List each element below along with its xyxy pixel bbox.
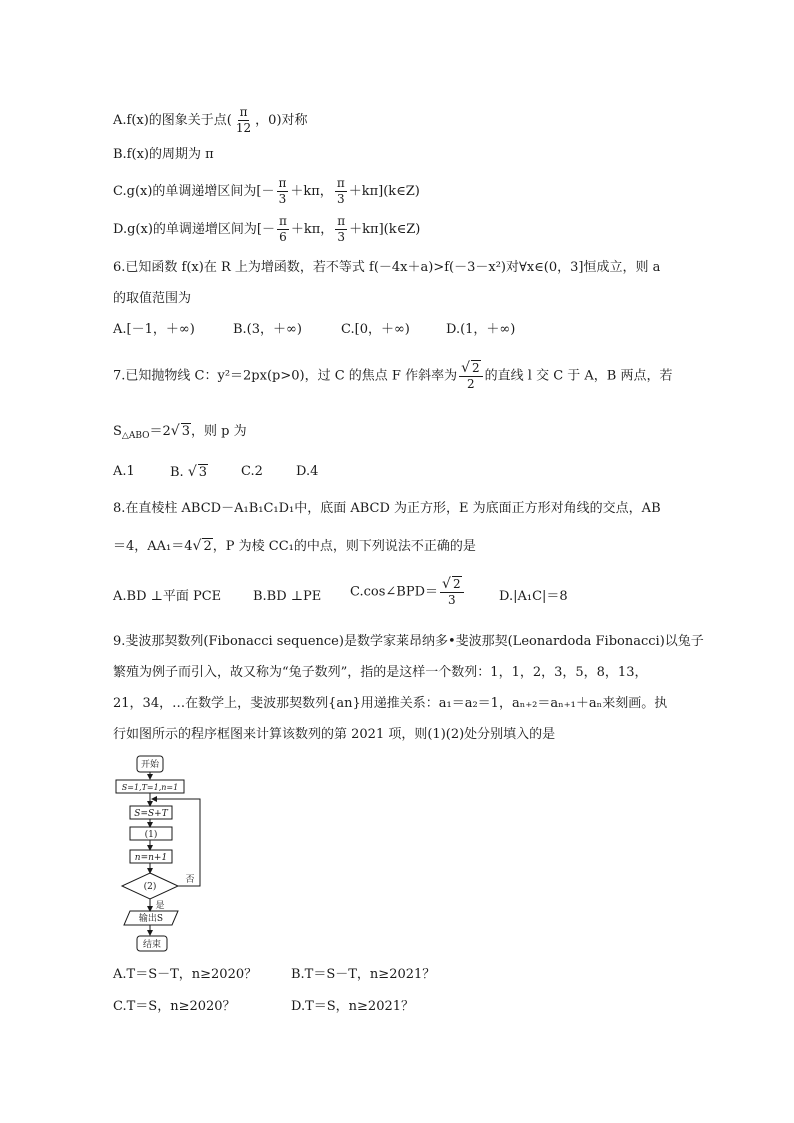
q7-option-d: D.4 bbox=[296, 464, 319, 479]
q9-option-c: C.T＝S，n≥2020？ bbox=[113, 999, 236, 1014]
q7-text-tail: 的直线 l 交 C 于 A，B 两点，若 bbox=[484, 368, 673, 384]
q6-stem-line2: 的取值范围为 bbox=[113, 291, 192, 306]
q7-eq: ＝2 bbox=[149, 424, 171, 439]
denominator: 3 bbox=[278, 192, 287, 206]
q5-option-b: B.f(x)的周期为 π bbox=[113, 147, 214, 162]
q8-text: ＝4，AA₁＝4 bbox=[113, 539, 193, 554]
q9-stem-line4: 行如图所示的程序框图来计算该数列的第 2021 项，则(1)(2)处分别填入的是 bbox=[113, 727, 556, 742]
area-subscript: △ABO bbox=[121, 431, 150, 441]
q6-option-a: A.[－1，＋∞) bbox=[113, 322, 195, 337]
q5-d-text: D.g(x)的单调递增区间为[－ bbox=[113, 222, 275, 237]
fraction bbox=[335, 176, 347, 207]
flow-start-label: 开始 bbox=[140, 760, 160, 770]
fraction bbox=[277, 176, 289, 207]
numerator: √ 2 bbox=[459, 360, 483, 377]
radicand: 3 bbox=[198, 465, 208, 480]
numerator: π bbox=[278, 214, 287, 228]
flow-yes-label: 是 bbox=[155, 901, 165, 911]
q7-option-a: A.1 bbox=[113, 464, 135, 479]
fraction bbox=[277, 214, 289, 245]
q7-option-b: B. √ 3 bbox=[170, 464, 208, 480]
q9-stem-line2: 繁殖为例子而引入，故又称为“兔子数列”，指的是这样一个数列：1，1，2，3，5，8，13， bbox=[113, 665, 648, 680]
denominator: 3 bbox=[447, 593, 456, 607]
q6-option-b: B.(3，＋∞) bbox=[233, 322, 302, 337]
flow-condition-label: (2) bbox=[143, 882, 157, 892]
q7-b-label: B. bbox=[170, 465, 184, 480]
q8-option-d: D.|A₁C|＝8 bbox=[499, 589, 568, 604]
denominator: 2 bbox=[467, 377, 475, 391]
radicand: 3 bbox=[181, 424, 190, 439]
q9-stem-line1: 9.斐波那契数列(Fibonacci sequence)是数学家莱昂纳多•斐波那契(Leonardoda Fibonacci)以兔子 bbox=[113, 634, 704, 649]
q5-c-text: C.g(x)的单调递增区间为[－ bbox=[113, 184, 275, 199]
fraction bbox=[459, 360, 483, 392]
q8-stem-line1: 8.在直棱柱 ABCD－A₁B₁C₁D₁中，底面 ABCD 为正方形，E 为底面正方形对角线的交点，AB bbox=[113, 501, 661, 516]
q5-c-mid: ＋kπ， bbox=[290, 184, 333, 199]
q9-stem-line3: 21，34，…在数学上，斐波那契数列{an}用递推关系：a₁＝a₂＝1，aₙ₊₂＝aₙ₊₁＋aₙ来刻画。执 bbox=[113, 696, 668, 711]
fraction bbox=[234, 105, 253, 136]
numerator: π bbox=[337, 214, 346, 228]
q7-stem-line1 bbox=[113, 360, 673, 392]
q7-tail: ，则 p 为 bbox=[190, 424, 247, 439]
q5-c-tail: ＋kπ](k∈Z) bbox=[348, 184, 420, 199]
flow-no-label: 否 bbox=[185, 875, 195, 885]
flow-end-label: 结束 bbox=[142, 940, 162, 950]
q7-text: 7.已知抛物线 C：y²＝2px(p>0)，过 C 的焦点 F 作斜率为 bbox=[113, 368, 458, 384]
flow-init-label: S=1,T=1,n=1 bbox=[121, 783, 179, 792]
radicand: 2 bbox=[203, 539, 212, 554]
q5-a-text: A.f(x)的图象关于点( bbox=[113, 113, 232, 128]
q8-option-a: A.BD ⊥平面 PCE bbox=[113, 589, 222, 604]
q9-option-b: B.T＝S－T，n≥2021？ bbox=[291, 967, 436, 982]
q8-stem-line2: ＝4，AA₁＝4√ 2，P 为棱 CC₁的中点，则下列说法不正确的是 bbox=[113, 538, 476, 554]
fibonacci-flowchart bbox=[100, 748, 220, 958]
q8-option-c bbox=[350, 576, 466, 608]
q5-option-c bbox=[113, 176, 420, 207]
q5-d-tail: ＋kπ](k∈Z) bbox=[349, 222, 421, 237]
q7-stem-line2: $S_{\triangle ABO}=2√$ 3，则 p 为 bbox=[113, 423, 247, 441]
numerator: √ 2 bbox=[440, 576, 464, 593]
q5-a-tail: ，0)对称 bbox=[255, 113, 308, 128]
fraction bbox=[440, 576, 464, 608]
flow-step2-label: (1) bbox=[144, 830, 158, 840]
denominator: 3 bbox=[336, 192, 345, 206]
q8-c-text: C.cos∠BPD＝ bbox=[350, 584, 439, 600]
radicand: 2 bbox=[472, 361, 480, 375]
radicand: 2 bbox=[452, 577, 461, 591]
q9-option-d: D.T＝S，n≥2021？ bbox=[291, 999, 415, 1014]
area-symbol: S bbox=[113, 424, 122, 439]
q5-option-a bbox=[113, 105, 308, 136]
flow-output-label: 输出S bbox=[138, 914, 164, 924]
flow-step3-label: n=n+1 bbox=[134, 853, 168, 863]
q8-text-tail: ，P 为棱 CC₁的中点，则下列说法不正确的是 bbox=[212, 539, 476, 554]
fraction bbox=[335, 214, 347, 245]
q7-option-c: C.2 bbox=[241, 464, 263, 479]
flow-step1-label: S=S+T bbox=[134, 809, 168, 819]
numerator: π bbox=[336, 176, 345, 190]
q6-option-d: D.(1，＋∞) bbox=[446, 322, 516, 337]
numerator: π bbox=[278, 176, 287, 190]
denominator: 6 bbox=[279, 230, 287, 244]
q6-option-c: C.[0，＋∞) bbox=[341, 322, 410, 337]
q8-option-b: B.BD ⊥PE bbox=[253, 589, 322, 604]
q5-option-d bbox=[113, 214, 420, 245]
q5-d-mid: ＋kπ， bbox=[290, 222, 334, 237]
numerator: π bbox=[239, 105, 248, 119]
denominator: 12 bbox=[235, 121, 252, 135]
q9-option-a: A.T＝S－T，n≥2020？ bbox=[113, 967, 258, 982]
denominator: 3 bbox=[337, 230, 346, 244]
q6-stem-line1: 6.已知函数 f(x)在 R 上为增函数，若不等式 f(－4x＋a)>f(－3－x²)对∀x∈(0，3]恒成立，则 a bbox=[113, 260, 661, 275]
